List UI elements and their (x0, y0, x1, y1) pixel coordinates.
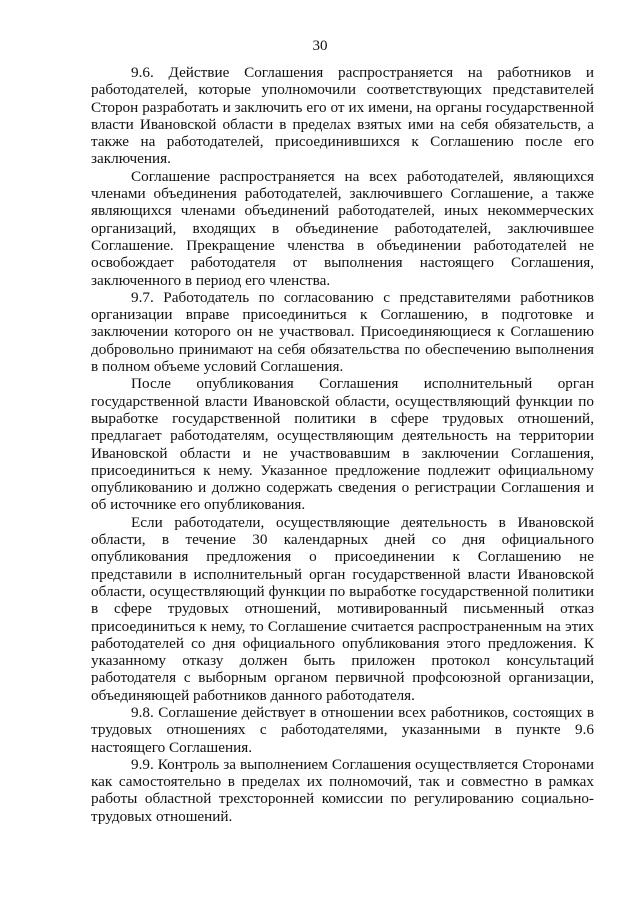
page-number: 30 (312, 38, 328, 54)
document-body (91, 64, 594, 825)
paragraph-9-7-refusal: Если работодатели, осуществляющие деятельность в Ивановской области, в течение 30 календарных дней со дня официального опубликования предложения о присоединении к Соглашению не представили в исполнительный орган государственной власти Ивановской области, осуществляющий функции по выработке государственной политики в сфере трудовых отношений, мотивированный письменный отказ присоединиться к нему, то Соглашение считается распространенным на этих работодателей со дня официального опубликования этого предложения. К указанному отказу должен быть приложен протокол консультаций работодателя с выборным органом первичной профсоюзной организации, объединяющей работников данного работодателя. (91, 513, 594, 704)
paragraph-9-6: 9.6. Действие Соглашения распространяется на работников и работодателей, которые уполномочили соответствующих представителей Сторон разработать и заключить его от их имени, на органы государственной власти Ивановской области в пределах взятых ими на себя обязательств, а также на работодателей, присоединившихся к Соглашению после его заключения. (91, 64, 594, 168)
paragraph-9-6-members: Соглашение распространяется на всех работодателей, являющихся членами объединения работодателей, заключившего Соглашение, а также являющихся членами объединений работодателей, иных некоммерческих организаций, входящих в объединение работодателей, заключившее Соглашение. Прекращение членства в объединении работодателей не освобождает работодателя от выполнения настоящего Соглашения, заключенного в период его членства. (91, 167, 594, 289)
paragraph-9-7: 9.7. Работодатель по согласованию с представителями работников организации вправе присоединиться к Соглашению, в подготовке и заключении которого он не участвовал. Присоединяющиеся к Соглашению добровольно принимают на себя обязательства по обеспечению выполнения в полном объеме условий Соглашения. (91, 288, 594, 376)
paragraph-9-8: 9.8. Соглашение действует в отношении всех работников, состоящих в трудовых отношениях с работодателями, указанными в пункте 9.6 настоящего Соглашения. (91, 703, 594, 756)
paragraph-9-7-publication: После опубликования Соглашения исполнительный орган государственной власти Ивановской области, осуществляющий функции по выработке государственной политики в сфере трудовых отношений, предлагает работодателям, осуществляющим деятельность на территории Ивановской области и не участвовавшим в заключении Соглашения, присоединиться к нему. Указанное предложение подлежит официальному опубликованию и должно содержать сведения о регистрации Соглашения и об источнике его опубликования. (91, 375, 594, 514)
paragraph-9-9: 9.9. Контроль за выполнением Соглашения осуществляется Сторонами как самостоятельно в пределах их полномочий, так и совместно в рамках работы областной трехсторонней комиссии по регулированию социально-трудовых отношений. (91, 755, 594, 825)
